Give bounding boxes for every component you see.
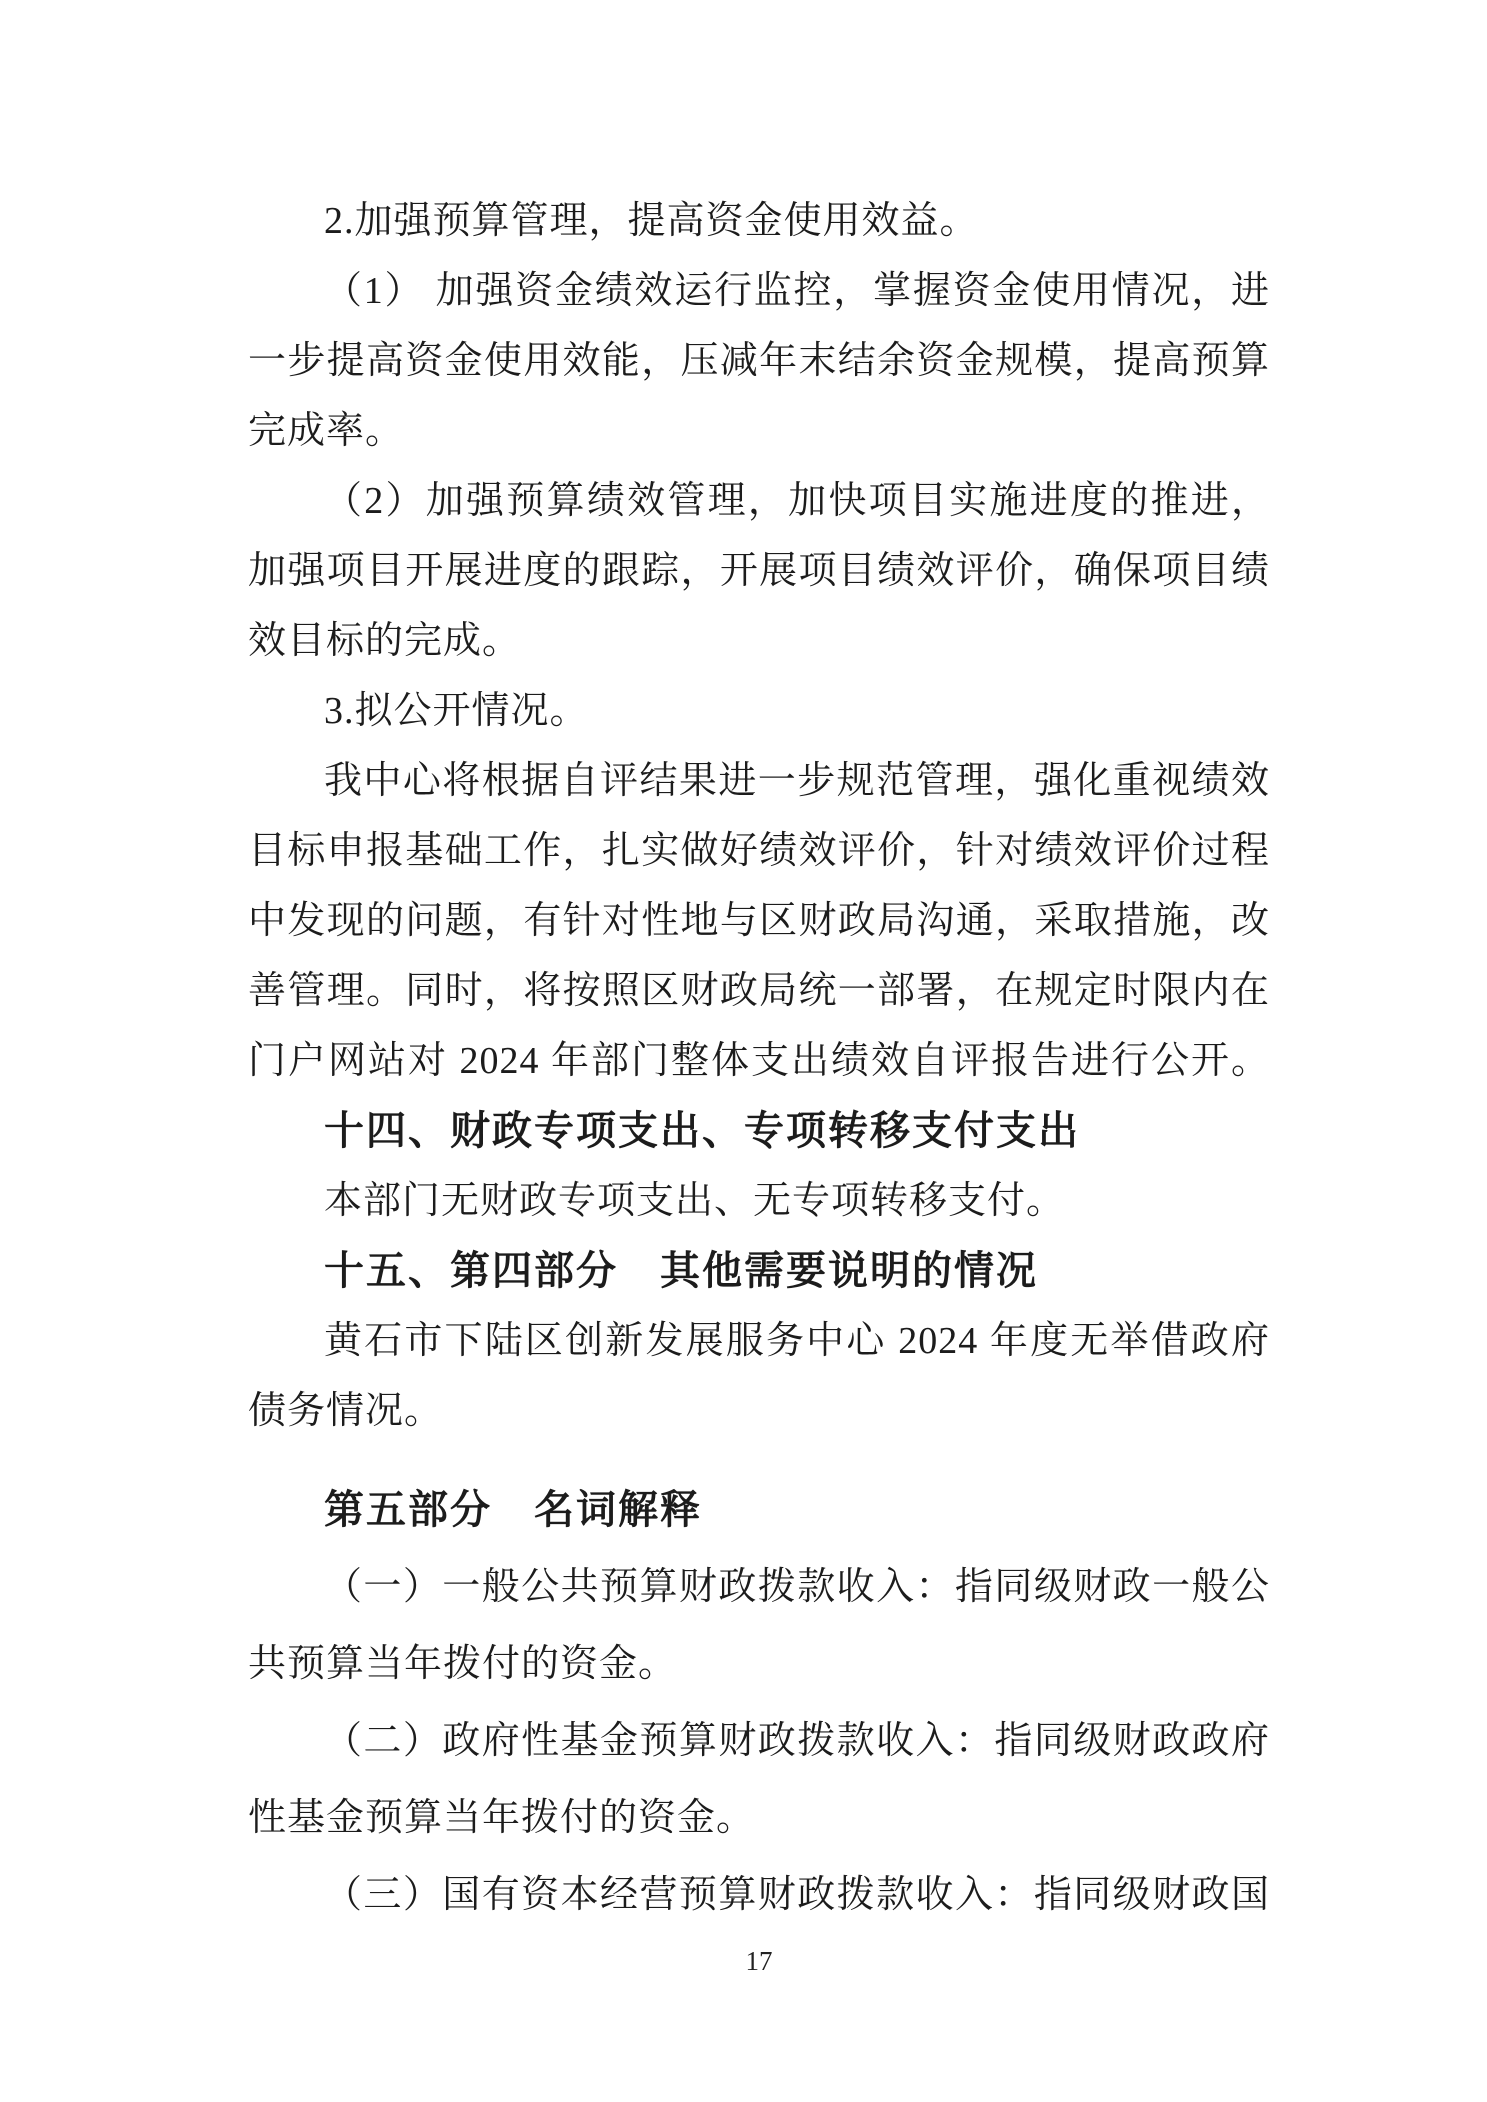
- paragraph-line: 一步提高资金使用效能，压减年末结余资金规模，提高预算: [248, 340, 1270, 382]
- paragraph-line: （2）加强预算绩效管理，加快项目实施进度的推进，: [324, 480, 1270, 522]
- paragraph-line: （1） 加强资金绩效运行监控，掌握资金使用情况，进: [324, 270, 1270, 312]
- paragraph-line: （二）政府性基金预算财政拨款收入：指同级财政政府: [324, 1720, 1270, 1762]
- paragraph-line: 效目标的完成。: [248, 620, 522, 662]
- paragraph-line: 黄石市下陆区创新发展服务中心 2024 年度无举借政府: [324, 1320, 1270, 1362]
- paragraph-line: 完成率。: [248, 410, 405, 452]
- paragraph-line: 共预算当年拨付的资金。: [248, 1643, 678, 1685]
- paragraph-line: （一）一般公共预算财政拨款收入：指同级财政一般公: [324, 1566, 1270, 1608]
- section-heading-15: 十五、第四部分 其他需要说明的情况: [324, 1249, 1038, 1293]
- paragraph-line: 2.加强预算管理，提高资金使用效益。: [324, 200, 979, 242]
- paragraph-line: 本部门无财政专项支出、无专项转移支付。: [324, 1180, 1066, 1222]
- paragraph-line: （三）国有资本经营预算财政拨款收入：指同级财政国: [324, 1874, 1270, 1916]
- paragraph-line: 加强项目开展进度的跟踪，开展项目绩效评价，确保项目绩: [248, 550, 1270, 592]
- paragraph-line: 目标申报基础工作，扎实做好绩效评价，针对绩效评价过程: [248, 830, 1270, 872]
- section-heading-part5: 第五部分 名词解释: [324, 1488, 702, 1532]
- paragraph-line: 中发现的问题，有针对性地与区财政局沟通，采取措施，改: [248, 900, 1270, 942]
- paragraph-line: 3.拟公开情况。: [324, 690, 589, 732]
- paragraph-line: 我中心将根据自评结果进一步规范管理，强化重视绩效: [324, 760, 1270, 802]
- paragraph-line: 性基金预算当年拨付的资金。: [248, 1797, 756, 1839]
- page-number: 17: [745, 1946, 773, 1976]
- paragraph-line: 门户网站对 2024 年部门整体支出绩效自评报告进行公开。: [248, 1040, 1270, 1082]
- paragraph-line: 债务情况。: [248, 1390, 444, 1432]
- document-body: [248, 186, 1270, 1934]
- paragraph-line: 善管理。同时，将按照区财政局统一部署，在规定时限内在: [248, 970, 1270, 1012]
- section-heading-14: 十四、财政专项支出、专项转移支付支出: [324, 1109, 1080, 1153]
